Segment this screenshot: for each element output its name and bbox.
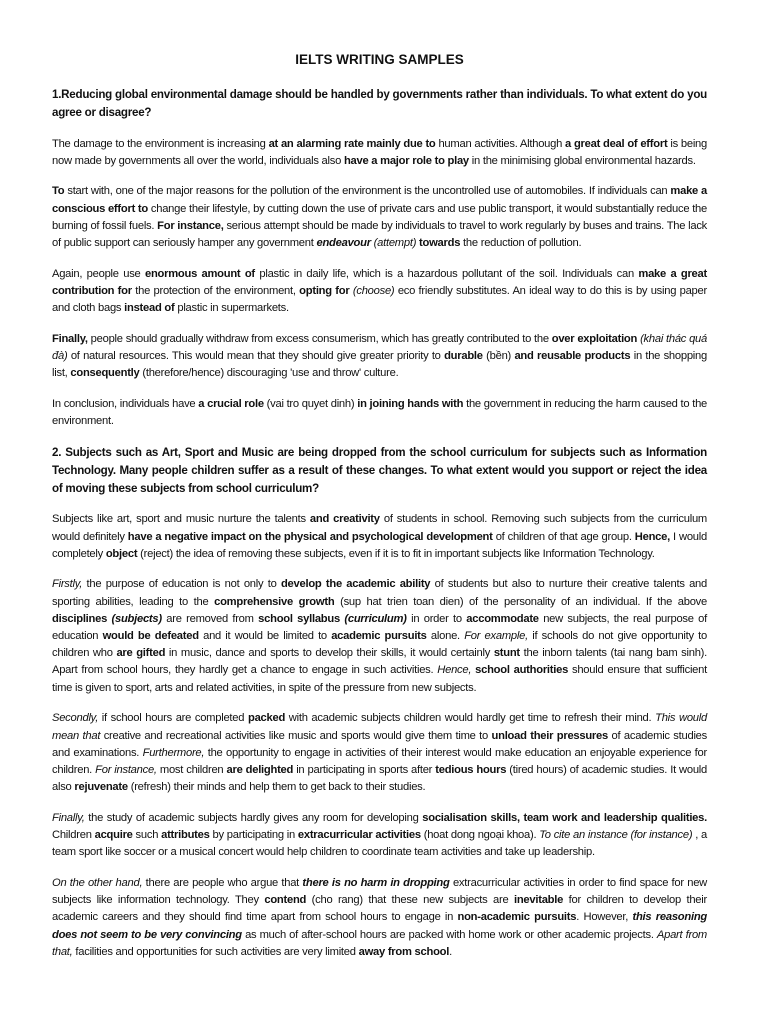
text-run: the opportunity to engage in activities of their interest would make education an enjoyable experience for children.: [52, 746, 707, 776]
text-run: To: [52, 185, 65, 198]
text-run: (cho rang) that these new subjects are: [306, 894, 514, 907]
text-run: Finally,: [52, 811, 85, 824]
text-run: of students but also to nurture their creative talents and sporting abilities, leading to the: [52, 578, 707, 608]
text-run: and reusable products: [514, 350, 631, 363]
text-run: instead of: [124, 302, 175, 315]
text-run: contend: [264, 894, 307, 907]
text-run: in joining hands with: [357, 397, 464, 410]
text-run: such: [132, 829, 162, 842]
text-run: in the minimising global environmental hazards.: [468, 154, 696, 167]
text-run: On the other hand,: [52, 877, 143, 889]
text-run: school authorities: [475, 664, 569, 677]
text-run: For instance,: [95, 763, 157, 776]
text-run: of children of that age group.: [492, 530, 635, 543]
text-run: enormous amount of: [144, 267, 255, 280]
text-run: Hence,: [634, 530, 670, 543]
text-run: new subjects, the real purpose of education: [52, 612, 708, 643]
text-run: alone.: [426, 630, 465, 643]
text-run: of academic studies and examinations.: [52, 729, 707, 759]
paragraph: [52, 183, 707, 252]
paragraph: [52, 576, 707, 696]
text-run: Children: [52, 829, 95, 842]
text-run: in the shopping list,: [52, 350, 707, 380]
text-run: the purpose of education is not only to: [82, 578, 281, 591]
text-run: (refresh) their minds and help them to get back to their studies.: [127, 781, 426, 794]
text-run: eco friendly substitutes. An ideal way to do this is by using paper and cloth bags: [52, 284, 707, 315]
text-run: develop the academic ability: [280, 578, 431, 591]
paragraph: [52, 331, 707, 383]
text-run: Subjects like art, sport and music nurture the talents: [52, 513, 310, 526]
text-run: endeavour: [316, 237, 371, 250]
text-run: (choose): [352, 284, 395, 297]
paragraph: [52, 710, 707, 796]
text-run: Firstly,: [52, 578, 83, 591]
text-run: over exploitation: [551, 332, 638, 345]
text-run: if school hours are completed: [98, 712, 248, 725]
text-run: plastic in daily life, which is a hazardous pollutant of the soil. Individuals can: [254, 267, 639, 280]
text-run: school syllabus: [258, 612, 340, 625]
text-run: consequently: [70, 367, 140, 380]
text-run: at an alarming rate mainly due to: [268, 137, 436, 150]
text-run: towards: [419, 237, 461, 250]
text-run: the reduction of pollution.: [460, 237, 582, 250]
text-run: socialisation skills, team work and leadership qualities.: [422, 811, 707, 824]
text-run: the government in reducing the harm caused to the environment.: [52, 397, 708, 428]
text-run: I would completely: [52, 530, 707, 560]
text-run: accommodate: [466, 612, 539, 625]
text-run: (bền): [482, 350, 515, 363]
text-run: Hence,: [437, 664, 472, 677]
text-run: Secondly,: [52, 712, 99, 725]
text-run: of natural resources. This would mean that they should give greater priority to: [67, 350, 445, 363]
text-run: The damage to the environment is increasing: [52, 137, 269, 150]
text-run: of students in school. Removing such subjects from the curriculum would definitely: [52, 513, 708, 543]
text-run: (therefore/hence) discouraging 'use and throw' culture.: [139, 367, 399, 380]
text-run: non-academic pursuits: [457, 911, 577, 924]
text-run: (subjects): [111, 612, 162, 625]
text-run: durable: [444, 350, 483, 363]
text-run: a great deal of effort: [565, 137, 668, 150]
text-run: most children: [156, 763, 227, 776]
text-run: there are people who argue that: [142, 877, 303, 889]
text-run: opting for: [299, 284, 350, 297]
text-run: creative and recreational activities like music and sports would give them time to: [100, 729, 492, 742]
text-run: plastic in supermarkets.: [174, 302, 289, 315]
text-run: are removed from: [161, 612, 259, 625]
document-title: IELTS WRITING SAMPLES: [295, 52, 464, 67]
text-run: serious attempt should be made by individuals to travel to work regularly by buses and trains. The lack of public support can seriously hamper any government: [52, 219, 708, 250]
text-run: , a team sport like soccer or a musical concert would help children to coordinate team activities and take up leadership.: [52, 829, 707, 859]
text-run: (tired hours) of academic studies. It would also: [52, 763, 707, 794]
text-run: (vai tro quyet dinh): [263, 397, 358, 410]
text-run: are gifted: [116, 647, 166, 660]
text-run: (reject) the idea of removing these subjects, even if it is to fit in important subjects like Information Technology.: [137, 547, 655, 560]
text-run: the protection of the environment,: [131, 284, 300, 297]
text-run: packed: [247, 712, 286, 725]
text-run: there is no harm in dropping: [302, 877, 450, 889]
text-run: (hoat dong ngoại khoa).: [420, 829, 540, 842]
text-run: attributes: [161, 829, 210, 842]
text-run: comprehensive growth: [214, 595, 335, 608]
text-run: are delighted: [226, 763, 294, 776]
text-run: unload their pressures: [491, 729, 608, 742]
text-run: should ensure that sufficient time is given to sport, arts and related activities, in spite of the pressure from new subjects.: [52, 664, 707, 694]
text-run: away from school: [358, 945, 450, 958]
paragraph: [52, 266, 707, 318]
text-run: extracurricular activities: [297, 829, 421, 842]
text-run: This would mean that: [52, 712, 707, 742]
text-run: human activities. Although: [435, 137, 566, 150]
text-run: extracurricular activities in order to find space for new subjects like information technology. They: [52, 877, 707, 907]
text-run: if schools do not give opportunity to children who: [52, 630, 707, 660]
text-run: would be defeated: [102, 630, 199, 643]
text-run: start with, one of the major reasons for the pollution of the environment is the uncontrolled use of automobiles. If individuals can: [64, 185, 671, 198]
text-run: the study of academic subjects hardly gives any room for developing: [84, 811, 423, 824]
document-body: [52, 86, 707, 961]
text-run: for children to develop their academic careers and they should find time apart from school hours to engage in: [52, 894, 707, 924]
text-run: Finally,: [52, 332, 88, 345]
text-run: this reasoning does not seem to be very convincing: [52, 911, 707, 941]
text-run: in participating in sports after: [293, 763, 436, 776]
text-run: in music, dance and sports to develop their skills, it would certainly: [165, 647, 494, 660]
text-run: In conclusion, individuals have: [52, 397, 199, 410]
paragraph: [52, 511, 707, 563]
text-run: To cite an instance (for instance): [539, 829, 693, 842]
text-run: stunt: [493, 647, 520, 660]
text-run: have a negative impact on the physical and psychological development: [127, 530, 493, 543]
text-run: For instance,: [157, 219, 224, 232]
text-run: .: [449, 945, 452, 958]
text-run: make a great contribution for: [52, 267, 707, 297]
text-run: tedious hours: [435, 763, 507, 776]
text-run: (curriculum): [344, 612, 407, 625]
text-run: Apart from that,: [52, 928, 707, 958]
paragraph: [52, 810, 707, 862]
text-run: academic pursuits: [331, 630, 427, 643]
text-run: in order to: [406, 612, 467, 625]
text-run: (attempt): [373, 237, 417, 250]
text-run: (sup hat trien toan dien) of the personality of an individual. If the above: [334, 595, 707, 608]
paragraph: [52, 136, 707, 170]
text-run: make a conscious effort to: [52, 185, 707, 215]
text-run: Again, people use: [52, 267, 145, 280]
text-run: . However,: [576, 911, 633, 924]
text-run: as much of after-school hours are packed with home work or other academic projects.: [241, 928, 657, 941]
text-run: Furthermore,: [142, 746, 205, 759]
text-run: by participating in: [209, 829, 298, 842]
text-run: inevitable: [513, 894, 564, 907]
text-run: facilities and opportunities for such activities are very limited: [72, 945, 359, 958]
essay-question: [52, 444, 707, 498]
text-run: 1.Reducing global environmental damage should be handled by governments rather than individuals. To what extent do you agree or disagree?: [52, 88, 707, 119]
text-run: disciplines: [52, 612, 108, 625]
text-run: and creativity: [309, 513, 380, 526]
text-run: (khai thác quá đà): [52, 332, 708, 363]
text-run: a crucial role: [198, 397, 264, 410]
text-run: For example,: [464, 630, 528, 643]
text-run: and it would be limited to: [198, 630, 332, 643]
text-run: the inborn talents (tai nang bam sinh). Apart from school hours, they hardly get a chance to engage in such activities.: [52, 647, 707, 677]
paragraph: [52, 875, 707, 961]
text-run: people should gradually withdraw from excess consumerism, which has greatly contributed to the: [87, 332, 552, 345]
text-run: have a major role to play: [343, 154, 469, 167]
text-run: rejuvenate: [74, 781, 128, 794]
text-run: object: [105, 547, 138, 560]
text-run: change their lifestyle, by cutting down the use of private cars and use public transport, it would substantially reduce the burning of fossil fuels.: [52, 202, 707, 232]
text-run: acquire: [94, 829, 133, 842]
paragraph: [52, 396, 707, 430]
essay-question: [52, 86, 707, 122]
text-run: 2. Subjects such as Art, Sport and Music are being dropped from the school curriculum for subjects such as Information Technology. Many people children suffer as a result of these changes. To what extent would you support or reject the idea of moving these subjects from school curriculum?: [52, 445, 707, 495]
text-run: with academic subjects children would hardly get time to refresh their mind.: [285, 712, 656, 725]
text-run: is being now made by governments all over the world, individuals also: [52, 137, 708, 167]
